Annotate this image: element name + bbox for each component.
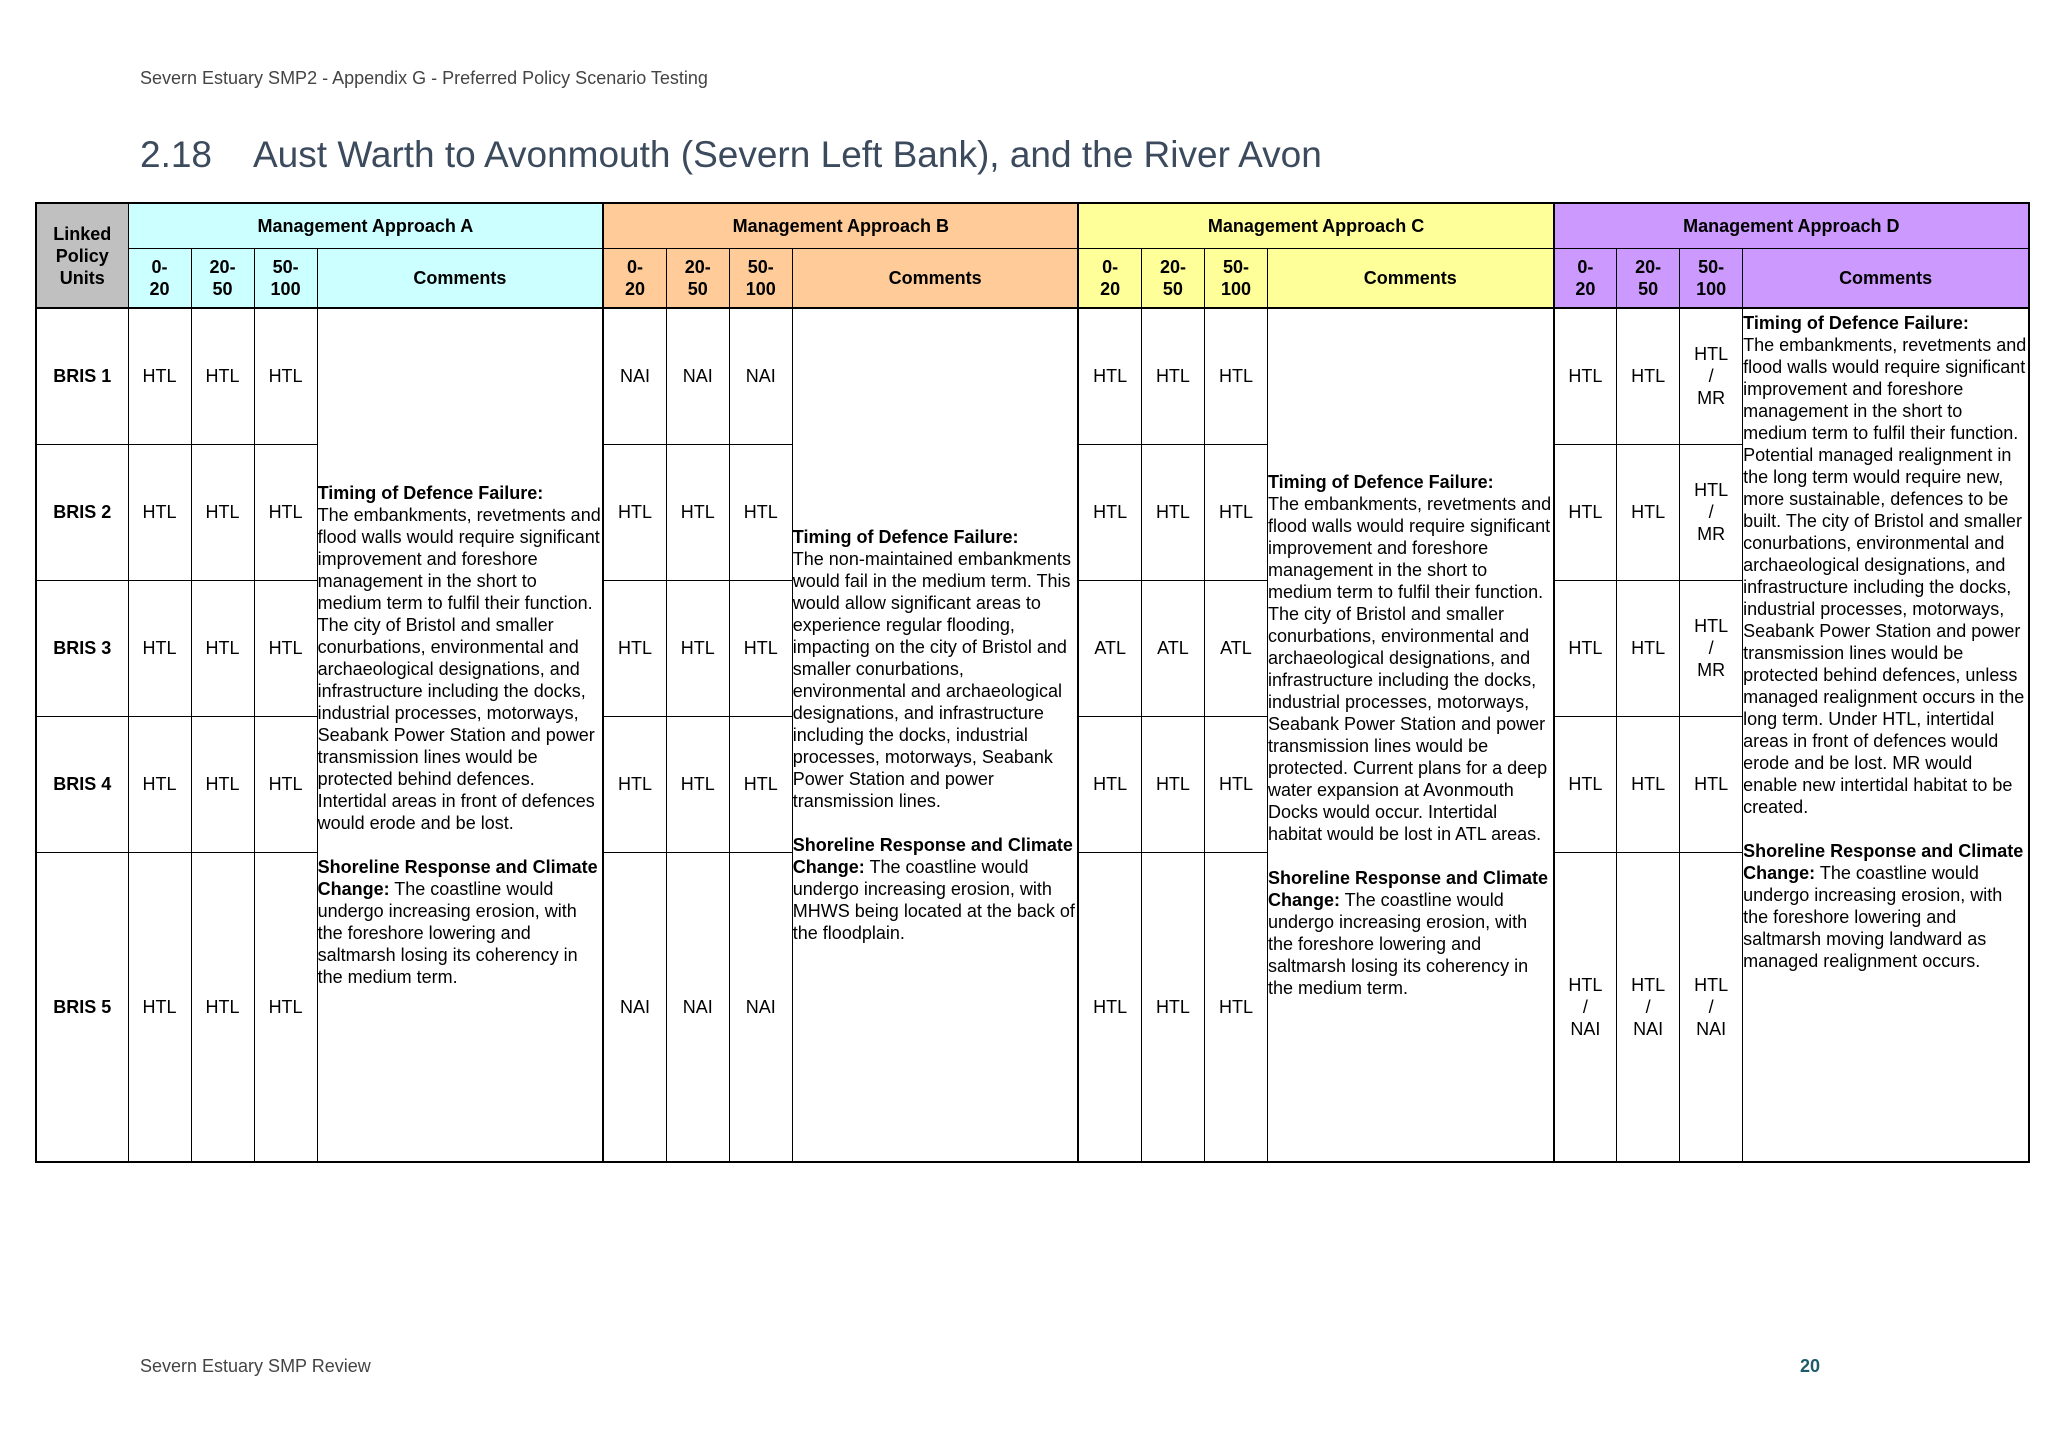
policy-cell: HTL bbox=[254, 308, 317, 444]
comment-text: The embankments, revetments and flood walls would require significant improvement and foreshore management in the short to medium term to fulfil their function. Potential managed realignment in the long term would require new, more sustainable, defences to be built. The city of Bristol and smaller conurbations, environmental and archaeological designations, and infrastructure including the docks, industrial processes, motorways, Seabank Power Station and power transmission lines would be protected behind defences, unless managed realignment occurs in the long term. Under HTL, intertidal areas in front of defences would erode and be lost. MR would enable new intertidal habitat to be created. bbox=[1743, 335, 2027, 817]
running-header: Severn Estuary SMP2 - Appendix G - Preferred Policy Scenario Testing bbox=[140, 68, 708, 88]
policy-unit-label: BRIS 1 bbox=[36, 308, 128, 444]
comments-header: Comments bbox=[792, 249, 1078, 309]
comments-header: Comments bbox=[317, 249, 603, 309]
policy-cell: HTL bbox=[1078, 716, 1141, 852]
policy-cell: HTL bbox=[1617, 308, 1680, 444]
epoch-header: 50- 100 bbox=[729, 249, 792, 309]
policy-cell: HTL bbox=[1554, 580, 1617, 716]
comment-text: The non-maintained embankments would fail in the medium term. This would allow significant areas to experience regular flooding, impacting on the city of Bristol and smaller conurbations, environmental and archaeological designations, and infrastructure including the docks, industrial processes, motorways, Seabank Power Station and power transmission lines. bbox=[792, 549, 1071, 811]
approach-a-comments bbox=[317, 308, 603, 1162]
policy-cell: HTL bbox=[191, 852, 254, 1162]
epoch-header: 0- 20 bbox=[1078, 249, 1141, 309]
policy-cell: HTL bbox=[128, 852, 191, 1162]
comment-text: The coastline would undergo increasing erosion, with the foreshore lowering and saltmarsh moving landward as managed realignment occurs. bbox=[1743, 863, 2003, 971]
policy-cell: HTL bbox=[1141, 444, 1204, 580]
epoch-header: 50- 100 bbox=[1680, 249, 1743, 309]
policy-cell: HTL bbox=[1554, 716, 1617, 852]
policy-unit-label: BRIS 5 bbox=[36, 852, 128, 1162]
approach-d-header: Management Approach D bbox=[1554, 203, 2029, 249]
comments-header: Comments bbox=[1267, 249, 1553, 309]
policy-cell: HTL bbox=[128, 716, 191, 852]
epoch-header: 20- 50 bbox=[1617, 249, 1680, 309]
linked-policy-units-header: Linked Policy Units bbox=[36, 203, 128, 308]
policy-cell: HTL bbox=[603, 580, 666, 716]
epoch-header: 0- 20 bbox=[1554, 249, 1617, 309]
policy-unit-label: BRIS 3 bbox=[36, 580, 128, 716]
section-title-text: Aust Warth to Avonmouth (Severn Left Bank), and the River Avon bbox=[253, 134, 1322, 175]
table-row bbox=[36, 308, 2029, 444]
policy-cell: HTL bbox=[666, 444, 729, 580]
policy-cell: NAI bbox=[729, 308, 792, 444]
policy-cell: ATL bbox=[1204, 580, 1267, 716]
comments-header: Comments bbox=[1743, 249, 2029, 309]
comment-heading: Timing of Defence Failure: bbox=[1743, 313, 1969, 333]
approach-c-comments bbox=[1267, 308, 1553, 1162]
policy-cell: HTL / MR bbox=[1680, 308, 1743, 444]
policy-cell: HTL / NAI bbox=[1554, 852, 1617, 1162]
policy-cell: HTL bbox=[191, 580, 254, 716]
comment-heading: Timing of Defence Failure: bbox=[317, 483, 544, 503]
policy-cell: HTL bbox=[1554, 308, 1617, 444]
comment-heading: Timing of Defence Failure: bbox=[1267, 472, 1494, 492]
policy-cell: HTL bbox=[603, 444, 666, 580]
comment-text: The coastline would undergo increasing erosion, with the foreshore lowering and saltmarsh losing its coherency in the medium term. bbox=[1267, 890, 1529, 998]
policy-cell: NAI bbox=[603, 308, 666, 444]
policy-cell: HTL bbox=[254, 716, 317, 852]
policy-cell: HTL bbox=[191, 308, 254, 444]
policy-unit-label: BRIS 2 bbox=[36, 444, 128, 580]
policy-cell: HTL / MR bbox=[1680, 444, 1743, 580]
policy-cell: HTL bbox=[729, 580, 792, 716]
policy-cell: ATL bbox=[1078, 580, 1141, 716]
policy-cell: HTL bbox=[191, 444, 254, 580]
approach-d-comments bbox=[1743, 308, 2029, 1162]
policy-cell: HTL bbox=[1617, 444, 1680, 580]
policy-cell: NAI bbox=[603, 852, 666, 1162]
policy-unit-label: BRIS 4 bbox=[36, 716, 128, 852]
policy-cell: HTL bbox=[1078, 308, 1141, 444]
policy-cell: HTL bbox=[128, 580, 191, 716]
policy-cell: HTL / NAI bbox=[1617, 852, 1680, 1162]
approach-c-header: Management Approach C bbox=[1078, 203, 1553, 249]
comment-heading: Shoreline Response and Climate Change: bbox=[1743, 841, 2024, 883]
comment-heading: Timing of Defence Failure: bbox=[792, 527, 1019, 547]
comment-text: The coastline would undergo increasing erosion, with MHWS being located at the back of the floodplain. bbox=[792, 857, 1075, 943]
epoch-header: 20- 50 bbox=[666, 249, 729, 309]
policy-cell: ATL bbox=[1141, 580, 1204, 716]
approach-b-header: Management Approach B bbox=[603, 203, 1078, 249]
epoch-header: 20- 50 bbox=[191, 249, 254, 309]
epoch-header: 0- 20 bbox=[603, 249, 666, 309]
epoch-header: 50- 100 bbox=[254, 249, 317, 309]
policy-cell: HTL bbox=[254, 444, 317, 580]
policy-scenario-table bbox=[35, 202, 2030, 1163]
policy-cell: HTL bbox=[729, 444, 792, 580]
policy-cell: HTL bbox=[128, 308, 191, 444]
comment-heading: Shoreline Response and Climate Change: bbox=[792, 835, 1073, 877]
policy-cell: HTL bbox=[1078, 852, 1141, 1162]
policy-cell: HTL bbox=[1141, 308, 1204, 444]
comment-heading: Shoreline Response and Climate Change: bbox=[317, 857, 598, 899]
footer-text: Severn Estuary SMP Review bbox=[140, 1356, 371, 1376]
comment-text: The embankments, revetments and flood walls would require significant improvement and foreshore management in the short to medium term to fulfil their function. The city of Bristol and smaller conurbations, environmental and archaeological designations, and infrastructure including the docks, industrial processes, motorways, Seabank Power Station and power transmission lines would be protected behind defences. Intertidal areas in front of defences would erode and be lost. bbox=[317, 505, 601, 833]
policy-cell: HTL bbox=[254, 580, 317, 716]
policy-cell: HTL bbox=[1141, 852, 1204, 1162]
policy-cell: HTL bbox=[1204, 716, 1267, 852]
policy-cell: HTL bbox=[1204, 444, 1267, 580]
policy-cell: HTL bbox=[603, 716, 666, 852]
policy-cell: HTL bbox=[1680, 716, 1743, 852]
policy-cell: NAI bbox=[729, 852, 792, 1162]
approach-b-comments bbox=[792, 308, 1078, 1162]
policy-cell: HTL bbox=[1617, 580, 1680, 716]
policy-cell: HTL bbox=[1617, 716, 1680, 852]
approach-a-header: Management Approach A bbox=[128, 203, 603, 249]
epoch-header: 50- 100 bbox=[1204, 249, 1267, 309]
policy-cell: HTL bbox=[1204, 308, 1267, 444]
policy-cell: NAI bbox=[666, 308, 729, 444]
comment-heading: Shoreline Response and Climate Change: bbox=[1267, 868, 1549, 910]
policy-cell: HTL bbox=[666, 716, 729, 852]
policy-cell: HTL bbox=[1078, 444, 1141, 580]
policy-cell: HTL bbox=[729, 716, 792, 852]
policy-cell: HTL bbox=[666, 580, 729, 716]
page-number: 20 bbox=[1800, 1356, 1821, 1376]
policy-cell: HTL bbox=[254, 852, 317, 1162]
comment-text: The embankments, revetments and flood walls would require significant improvement and foreshore management in the short to medium term to fulfil their function. The city of Bristol and smaller conurbations, environmental and archaeological designations, and infrastructure including the docks, industrial processes, motorways, Seabank Power Station and power transmission lines would be protected. Current plans for a deep water expansion at Avonmouth Docks would occur. Intertidal habitat would be lost in ATL areas. bbox=[1267, 494, 1552, 844]
policy-cell: HTL bbox=[1141, 716, 1204, 852]
policy-cell: NAI bbox=[666, 852, 729, 1162]
policy-cell: HTL / NAI bbox=[1680, 852, 1743, 1162]
policy-cell: HTL bbox=[1204, 852, 1267, 1162]
policy-cell: HTL bbox=[128, 444, 191, 580]
section-number: 2.18 bbox=[140, 134, 213, 175]
comment-text: The coastline would undergo increasing erosion, with the foreshore lowering and saltmarsh losing its coherency in the medium term. bbox=[317, 879, 578, 987]
epoch-header: 20- 50 bbox=[1141, 249, 1204, 309]
epoch-header: 0- 20 bbox=[128, 249, 191, 309]
section-title bbox=[140, 134, 1322, 176]
policy-cell: HTL bbox=[191, 716, 254, 852]
policy-cell: HTL / MR bbox=[1680, 580, 1743, 716]
policy-cell: HTL bbox=[1554, 444, 1617, 580]
